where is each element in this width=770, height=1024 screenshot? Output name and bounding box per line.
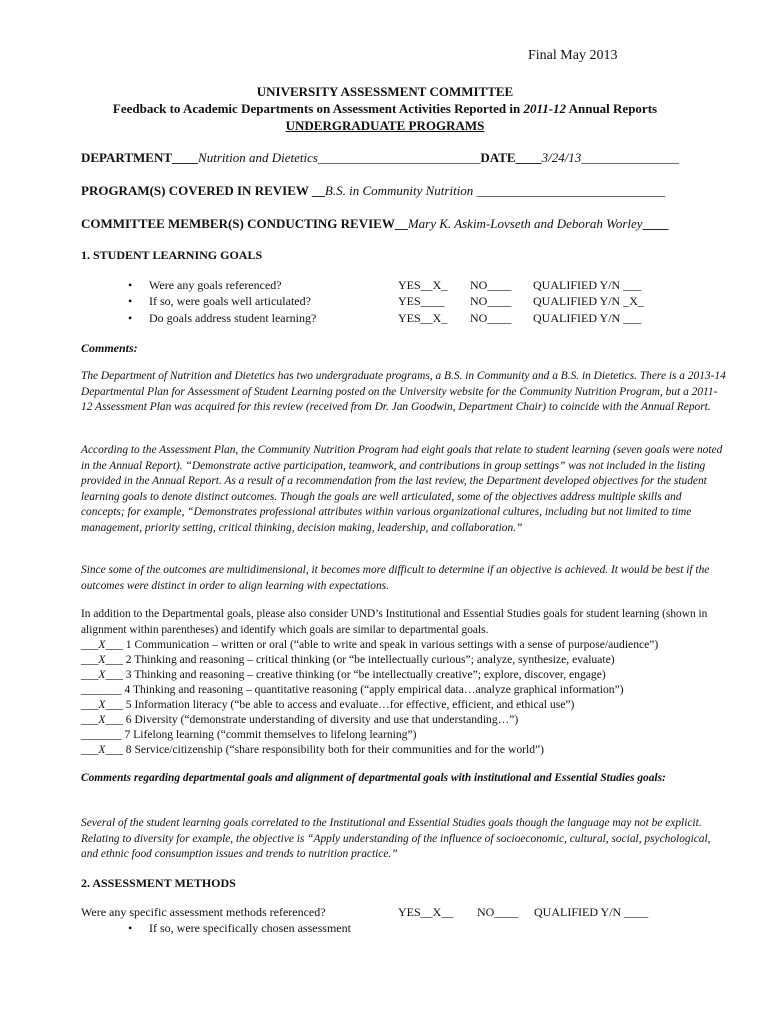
question-text: If so, were goals well articulated? bbox=[149, 294, 311, 308]
committee-members-field: COMMITTEE MEMBER(S) CONDUCTING REVIEW__Mary K. Askim-Lovseth and Deborah Worley____ bbox=[81, 216, 669, 231]
no-answer: NO____ bbox=[470, 294, 512, 308]
department-field: DEPARTMENT____Nutrition and Dietetics_________________________DATE____3/24/13_______________ bbox=[81, 150, 679, 165]
goals-comment-paragraph: Several of the student learning goals correlated to the Institutional and Essential Studies goals though the language may not be explicit. Relating to diversity for example, the objective is “Apply understanding of the influence of socioeconomic, cultural, social, psychological, and ethnic food consumption issues and trends to nutrition practice.” bbox=[81, 817, 711, 860]
yes-answer: YES__X__ bbox=[398, 905, 454, 919]
document-title: UNIVERSITY ASSESSMENT COMMITTEE bbox=[256, 84, 514, 99]
document-date-note: Final May 2013 bbox=[528, 48, 618, 63]
programs-field: PROGRAM(S) COVERED IN REVIEW __B.S. in Community Nutrition _____________________________ bbox=[81, 183, 666, 198]
qualified-answer: QUALIFIED Y/N ___ bbox=[533, 278, 642, 292]
goal-item: ___X___ 8 Service/citizenship (“share responsibility both for their communities and for the world”) bbox=[81, 743, 544, 756]
document-subtitle: Feedback to Academic Departments on Assessment Activities Reported in 2011-12 Annual Reports bbox=[112, 101, 658, 116]
institutional-goals-intro: In addition to the Departmental goals, please also consider UND’s Institutional and Essential Studies goals for student learning (shown in alignment within parentheses) and identify which goals are similar to departmental goals. bbox=[81, 608, 708, 636]
goal-item: ___X___ 1 Communication – written or oral (“able to write and speak in various settings with a sense of purpose/audience”) bbox=[81, 638, 659, 651]
goals-comments-label: Comments regarding departmental goals and alignment of departmental goals with institutional and Essential Studies goals: bbox=[81, 772, 666, 784]
goal-item: _______ 4 Thinking and reasoning – quantitative reasoning (“apply empirical data…analyze graphical information”) bbox=[81, 683, 624, 696]
bullet-icon: • bbox=[128, 278, 133, 292]
qualified-answer: QUALIFIED Y/N _X_ bbox=[533, 294, 644, 308]
no-answer: NO____ bbox=[470, 311, 512, 325]
goal-item: ___X___ 3 Thinking and reasoning – creative thinking (or “be intellectually creative”; explore, discover, engage) bbox=[81, 668, 606, 681]
question-text: Were any goals referenced? bbox=[149, 278, 282, 292]
qualified-answer: QUALIFIED Y/N ___ bbox=[533, 311, 642, 325]
goal-item: ___X___ 2 Thinking and reasoning – critical thinking (or “be intellectually curious”; analyze, synthesize, evaluate) bbox=[81, 653, 615, 666]
yes-answer: YES__X_ bbox=[398, 278, 448, 292]
bullet-icon: • bbox=[128, 311, 133, 325]
goal-item: ___X___ 5 Information literacy (“be able to access and evaluate…for effective, efficient, and ethical use”) bbox=[81, 698, 575, 711]
section-1-heading: 1. STUDENT LEARNING GOALS bbox=[81, 248, 263, 262]
comment-paragraph-2: According to the Assessment Plan, the Community Nutrition Program had eight goals that relate to student learning (seven goals were noted in the Annual Report). “Demonstrate active participation, teamwork, and contributions in group settings” was not included in the listing provided in the Annual Report. As a result of a recommendation from the last review, the Department developed objectives for the student learning goals to denote distinct outcomes. Though the goals are well articulated, some of the objectives address multiple skills and concepts; for example, “Demonstrates professional attributes within various organizational cultures, including but not limited to time management, priority setting, critical thinking, decision making, leadership, and collaboration.” bbox=[81, 444, 723, 534]
program-type-heading: UNDERGRADUATE PROGRAMS bbox=[285, 118, 485, 133]
methods-question: Were any specific assessment methods referenced? bbox=[81, 905, 326, 919]
qualified-answer: QUALIFIED Y/N ____ bbox=[534, 905, 649, 919]
no-answer: NO____ bbox=[477, 905, 519, 919]
bullet-icon: • bbox=[128, 294, 133, 308]
question-text: Do goals address student learning? bbox=[149, 311, 317, 325]
comment-paragraph-1: The Department of Nutrition and Dietetics has two undergraduate programs, a B.S. in Community and a B.S. in Dietetics. There is a 2013-14 Departmental Plan for Assessment of Student Learning posted on the University website for the Community Nutrition Program, but a 2011-12 Assessment Plan was acquired for this review (received from Dr. Jan Goodwin, Department Chair) to coincide with the Annual Report. bbox=[81, 370, 726, 413]
yes-answer: YES__X_ bbox=[398, 311, 448, 325]
goal-item: _______ 7 Lifelong learning (“commit themselves to lifelong learning”) bbox=[81, 728, 417, 741]
no-answer: NO____ bbox=[470, 278, 512, 292]
bullet-icon: • bbox=[128, 921, 133, 935]
goal-item: ___X___ 6 Diversity (“demonstrate understanding of diversity and use that understanding…”) bbox=[81, 713, 519, 726]
comment-paragraph-3: Since some of the outcomes are multidimensional, it becomes more difficult to determine if an objective is achieved. It would be best if the outcomes were distinct in order to align learning with expectations. bbox=[81, 564, 710, 592]
methods-sub-question: If so, were specifically chosen assessment bbox=[149, 921, 351, 935]
comments-label: Comments: bbox=[81, 341, 138, 355]
yes-answer: YES____ bbox=[398, 294, 445, 308]
section-2-heading: 2. ASSESSMENT METHODS bbox=[81, 876, 236, 890]
